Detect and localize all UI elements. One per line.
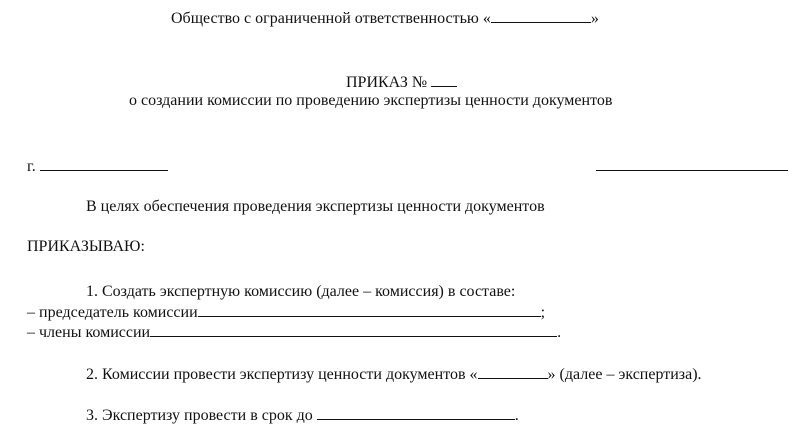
item-2-line bbox=[86, 364, 702, 385]
members-label: – члены комиссии bbox=[27, 324, 151, 341]
chairman-blank[interactable] bbox=[198, 302, 541, 317]
purpose-text: В целях обеспечения проведения экспертизы ценности документов bbox=[86, 198, 545, 215]
city-prefix: г. bbox=[27, 158, 36, 175]
date-blank[interactable] bbox=[596, 156, 788, 171]
item-1: 1. Создать экспертную комиссию (далее – комиссия) в составе: bbox=[86, 283, 516, 300]
chairman-end: ; bbox=[540, 304, 546, 321]
documents-blank[interactable] bbox=[478, 364, 548, 379]
members-blank[interactable] bbox=[150, 322, 557, 337]
item-2-suffix: » (далее – экспертиза). bbox=[547, 366, 702, 383]
chairman-line bbox=[27, 302, 545, 323]
organization-line bbox=[171, 8, 599, 29]
city-blank[interactable] bbox=[40, 156, 168, 171]
item-2-prefix: 2. Комиссии провести экспертизу ценности документов « bbox=[86, 366, 478, 383]
item-3-prefix: 3. Экспертизу провести в срок до bbox=[86, 407, 313, 424]
item-3-line bbox=[86, 405, 519, 426]
members-line bbox=[27, 322, 561, 343]
organization-suffix: » bbox=[590, 10, 599, 27]
item-3-end: . bbox=[514, 407, 519, 424]
chairman-label: – председатель комиссии bbox=[27, 304, 198, 321]
organization-name-blank[interactable] bbox=[491, 8, 591, 23]
order-title-line bbox=[346, 72, 457, 93]
date-line bbox=[596, 156, 788, 177]
order-subject: о создании комиссии по проведению экспертизы ценности документов bbox=[129, 92, 613, 109]
deadline-blank[interactable] bbox=[317, 405, 515, 420]
order-number-blank[interactable] bbox=[431, 72, 457, 87]
organization-prefix: Общество с ограниченной ответственностью « bbox=[171, 10, 491, 27]
city-line bbox=[27, 156, 168, 177]
members-end: . bbox=[557, 324, 562, 341]
order-title: ПРИКАЗ № bbox=[346, 74, 428, 91]
order-word: ПРИКАЗЫВАЮ: bbox=[27, 238, 145, 255]
